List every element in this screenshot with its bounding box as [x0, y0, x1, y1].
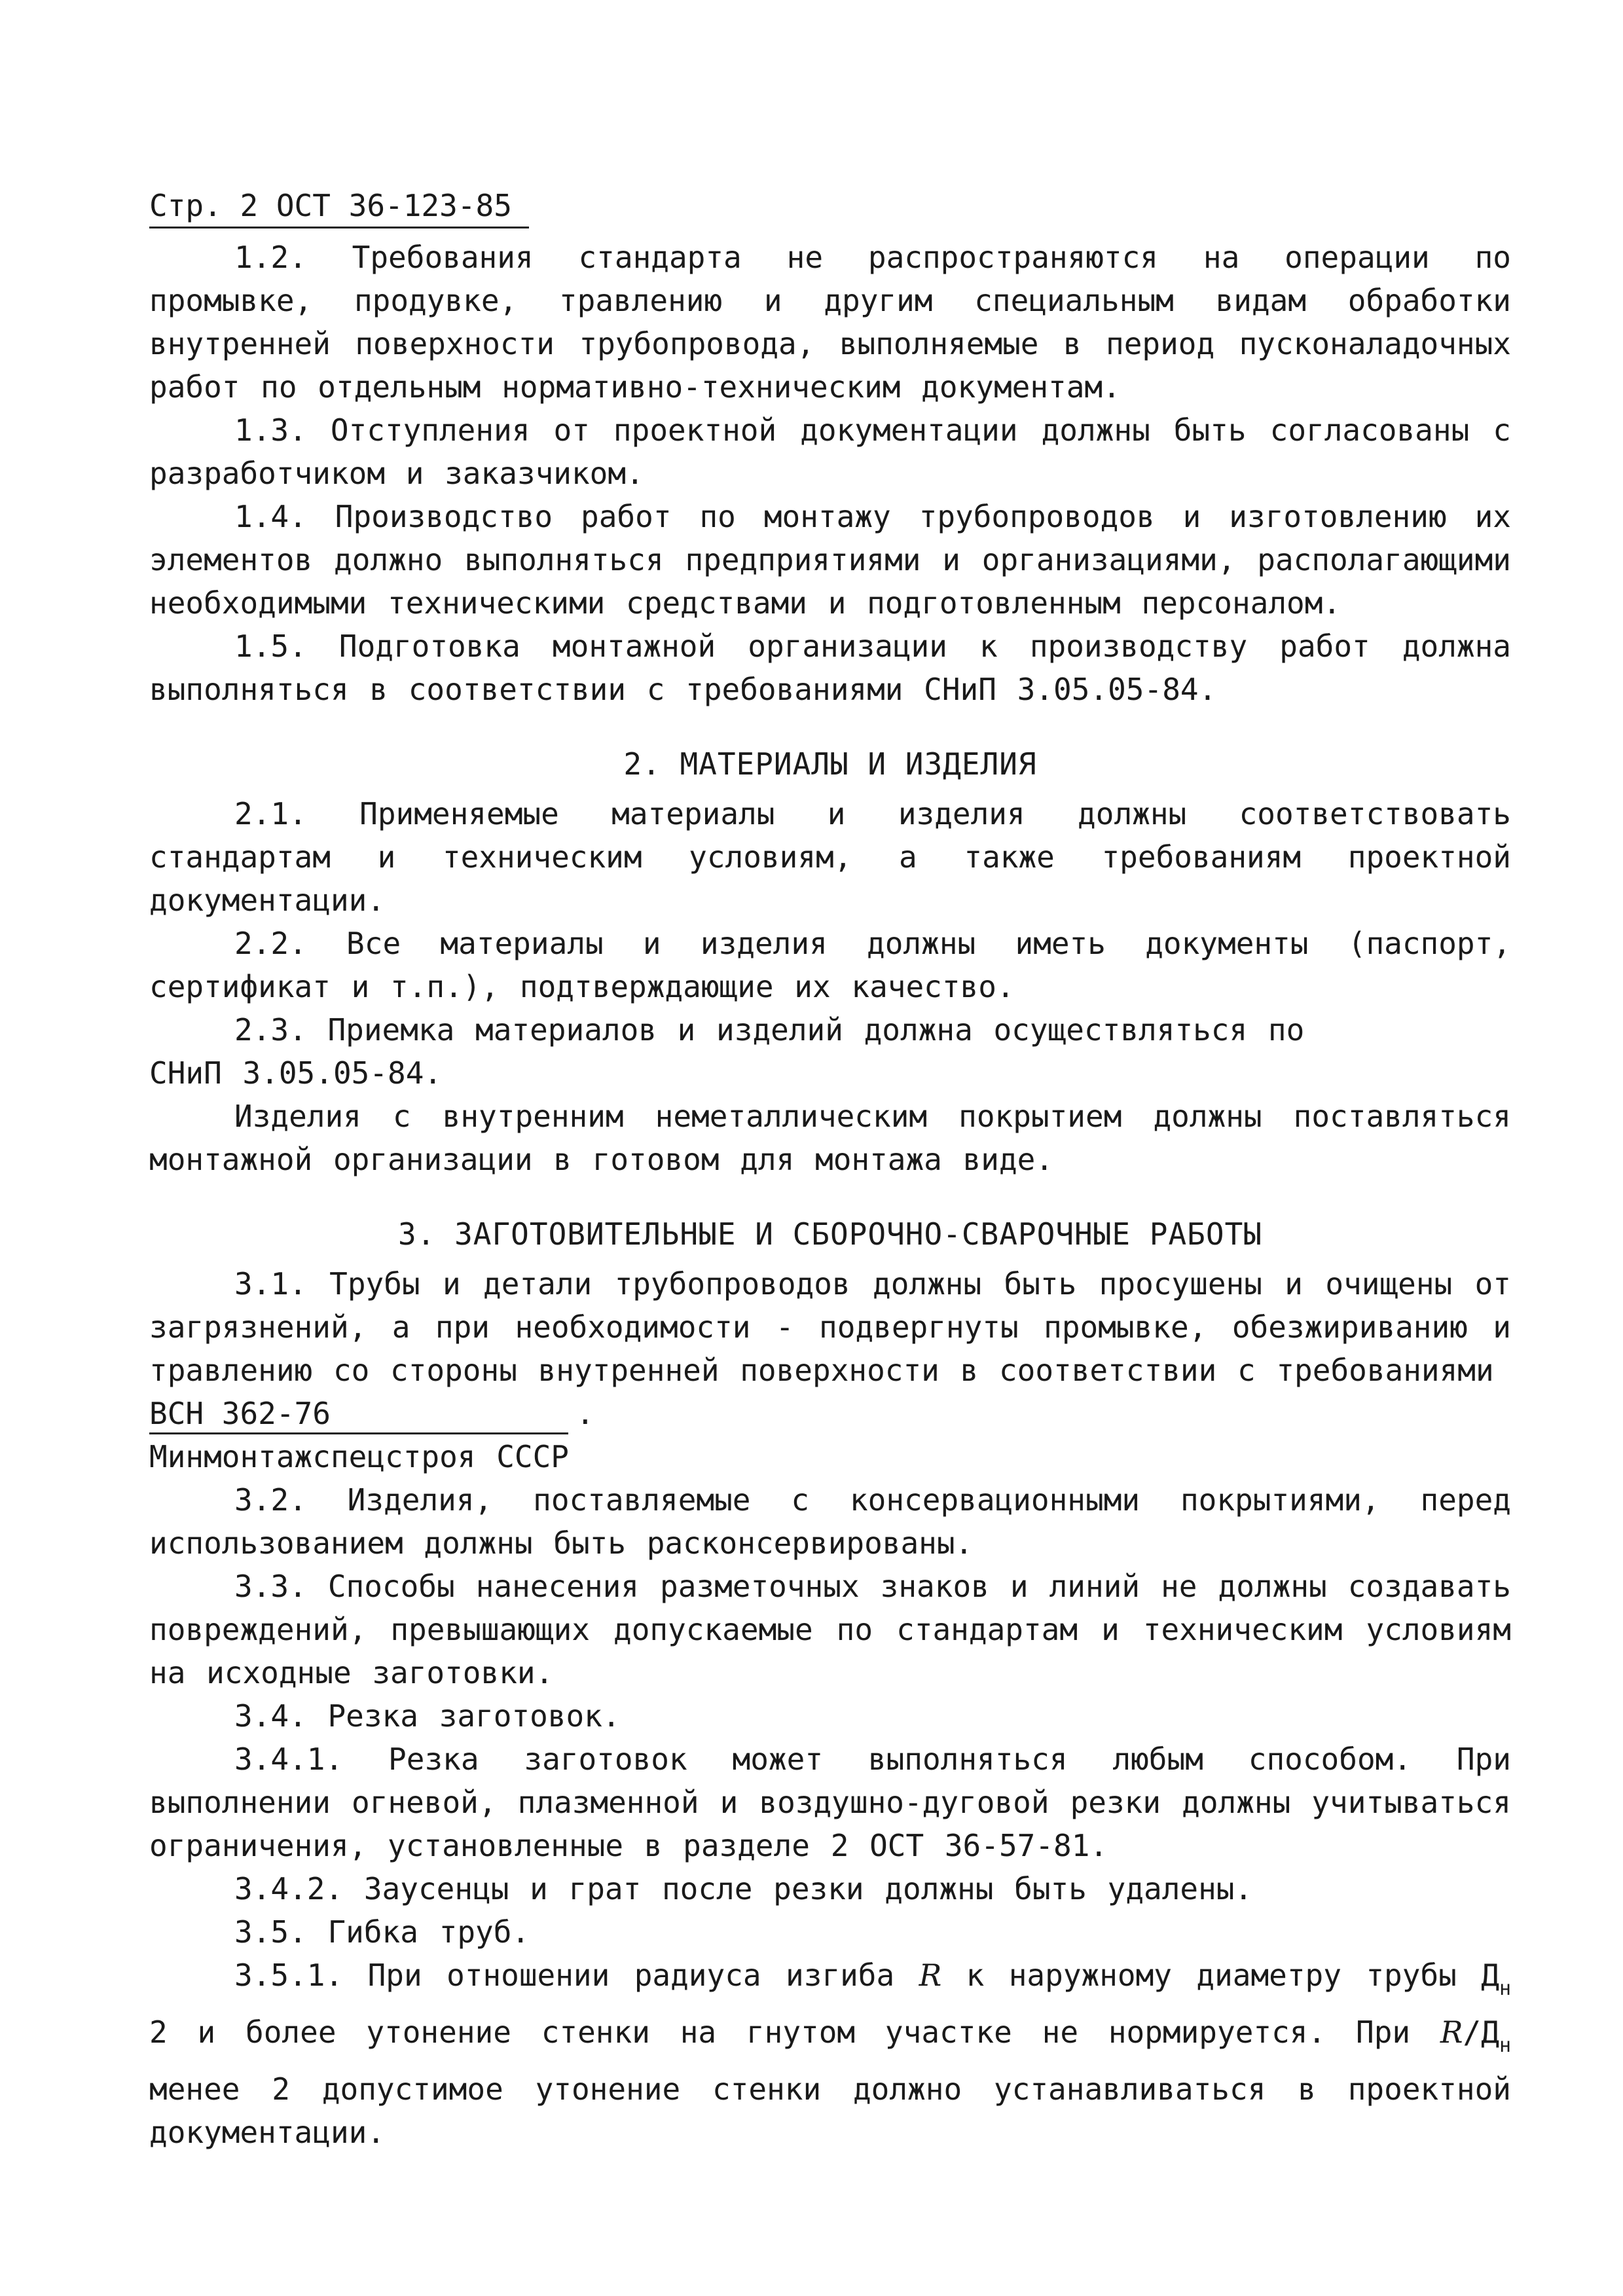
paragraph-3-5: 3.5. Гибка труб. — [234, 1914, 530, 1950]
paragraph-3-5-1-part-a: 3.5.1. При отношении радиуса изгиба — [234, 1958, 919, 1993]
radius-symbol-2: R — [1440, 2014, 1463, 2050]
paragraph-3-4: 3.4. Резка заготовок. — [234, 1698, 621, 1734]
paragraph-1-3: 1.3. Отступления от проектной документации должны быть согласованы с разработчиком и заказчиком. — [149, 412, 1511, 491]
reference-period: . — [576, 1396, 594, 1431]
paragraph-2-1: 2.1. Применяемые материалы и изделия должны соответствовать стандартам и техническим условиям, а также требованиям проектной документации. — [149, 796, 1511, 918]
paragraph-1-5: 1.5. Подготовка монтажной организации к производству работ должна выполняться в соответствии с требованиями СНиП 3.05.05-84. — [149, 629, 1511, 707]
page-header: Стр. 2 ОСТ 36-123-85 — [149, 188, 512, 223]
paragraph-3-1-organization: Минмонтажспецстроя СССР — [149, 1439, 569, 1474]
document-body — [149, 236, 1511, 2154]
standard-reference: ВСН 362-76 — [149, 1394, 568, 1434]
paragraph-2-3-coating: Изделия с внутренним неметаллическим покрытием должны поставляться монтажной организации в готовом для монтажа виде. — [149, 1099, 1511, 1177]
paragraph-3-2: 3.2. Изделия, поставляемые с консервационными покрытиями, перед использованием должны быть расконсервированы. — [149, 1482, 1511, 1561]
paragraph-3-5-1-part-e: менее 2 допустимое утонение стенки должно устанавливаться в проектной документации. — [149, 2071, 1511, 2150]
section-heading-2: 2. МАТЕРИАЛЫ И ИЗДЕЛИЯ — [623, 746, 1037, 782]
paragraph-3-1-reference — [149, 1392, 1511, 1435]
paragraph-3-4-2: 3.4.2. Заусенцы и грат после резки должны быть удалены. — [234, 1871, 1253, 1906]
paragraph-3-1: 3.1. Трубы и детали трубопроводов должны быть просушены и очищены от загрязнений, а при необходимости - подвергнуты промывке, обезжириванию и травлению со стороны внутренней поверхности в соответствии с требованиями — [149, 1266, 1511, 1388]
paragraph-2-3: 2.3. Приемка материалов и изделий должна осуществляться по — [234, 1012, 1305, 1048]
diameter-subscript: н — [1499, 1977, 1511, 2000]
radius-symbol: R — [919, 1958, 942, 1993]
section-heading-3: 3. ЗАГОТОВИТЕЛЬНЫЕ И СБОРОЧНО-СВАРОЧНЫЕ РАБОТЫ — [398, 1216, 1262, 1252]
paragraph-3-5-1-part-c: 2 и более утонение стенки на гнутом участке не нормируется. При — [149, 2014, 1440, 2050]
header-underline — [149, 227, 529, 228]
paragraph-3-5-1 — [149, 1954, 1511, 2154]
paragraph-3-3: 3.3. Способы нанесения разметочных знаков и линий не должны создавать повреждений, превышающих допускаемые по стандартам и техническим условиям на исходные заготовки. — [149, 1569, 1511, 1690]
paragraph-3-5-1-part-b: к наружному диаметру трубы Д — [941, 1958, 1499, 1993]
paragraph-3-5-1-part-d: /Д — [1463, 2014, 1499, 2050]
paragraph-2-3-reference: СНиП 3.05.05-84. — [149, 1055, 443, 1091]
diameter-subscript-2: н — [1499, 2034, 1511, 2057]
paragraph-3-4-1: 3.4.1. Резка заготовок может выполняться любым способом. При выполнении огневой, плазменной и воздушно-дуговой резки должны учитываться ограничения, установленные в разделе 2 ОСТ 36-57-81. — [149, 1741, 1511, 1863]
paragraph-2-2: 2.2. Все материалы и изделия должны иметь документы (паспорт, сертификат и т.п.), подтверждающие их качество. — [149, 926, 1511, 1004]
paragraph-1-4: 1.4. Производство работ по монтажу трубопроводов и изготовлению их элементов должно выполняться предприятиями и организациями, располагающими необходимыми техническими средствами и подготовленным персоналом. — [149, 499, 1511, 621]
paragraph-1-2: 1.2. Требования стандарта не распространяются на операции по промывке, продувке, травлению и другим специальным видам обработки внутренней поверхности трубопровода, выполняемые в период пусконаладочных работ по отдельным нормативно-техническим документам. — [149, 240, 1511, 405]
